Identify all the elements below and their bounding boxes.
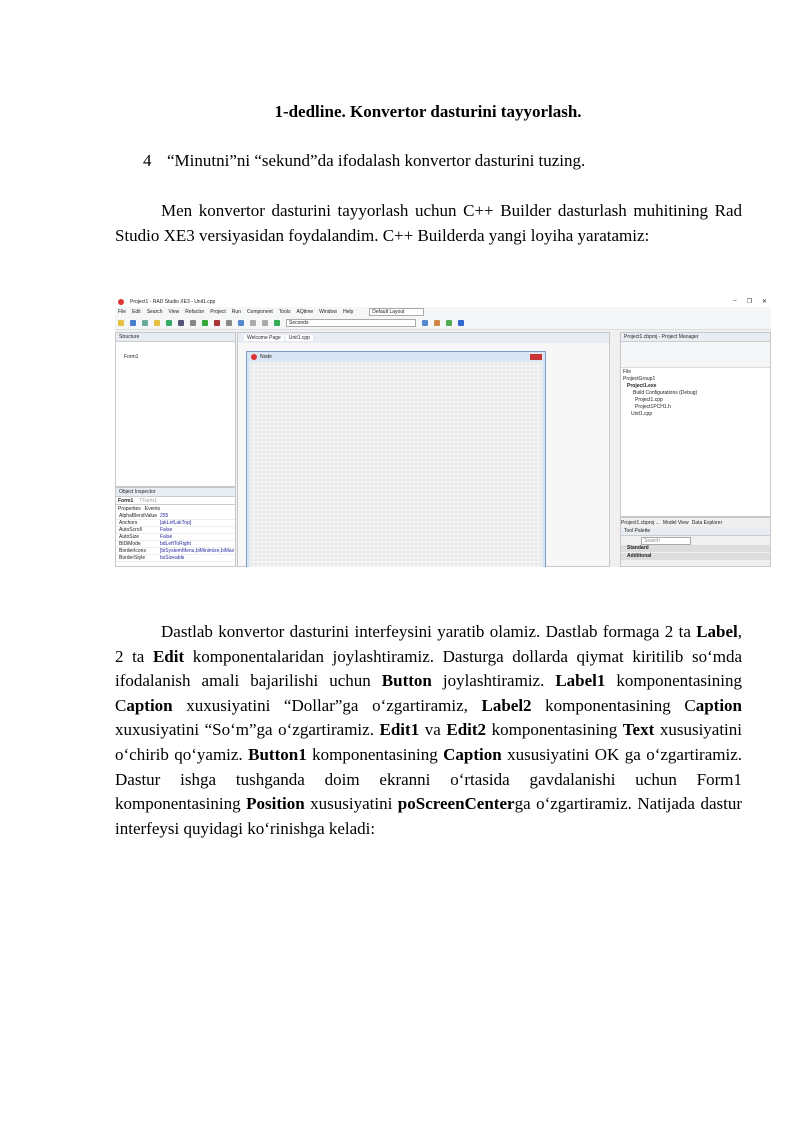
- tab-unit1-cpp[interactable]: Unit1.cpp: [286, 335, 313, 341]
- text-run: xuxusiyatini “So‘m”ga o‘zgartiramiz.: [115, 720, 380, 740]
- palette-title: Tool Palette: [621, 527, 770, 536]
- bold-term: aption: [126, 695, 173, 715]
- editor-area: [237, 332, 610, 567]
- ide-title-bar: [115, 297, 771, 307]
- property-name: AutoSize: [119, 534, 140, 540]
- ide-toolbar: [115, 317, 771, 330]
- menu-file[interactable]: File: [118, 309, 127, 315]
- property-name: AutoScroll: [119, 527, 142, 533]
- pm-title: Project1.cbproj - Project Manager: [621, 333, 770, 342]
- project-tree-item[interactable]: Project1.cpp: [635, 396, 663, 403]
- property-value[interactable]: [akLeft,akTop]: [160, 520, 192, 526]
- inspector-tab-events[interactable]: Events: [144, 506, 161, 512]
- task-number: 4: [143, 151, 152, 170]
- menu-component[interactable]: Component: [246, 309, 273, 315]
- bold-term: aption: [695, 695, 742, 715]
- bold-term: poScreenCenter: [397, 794, 515, 814]
- project-tree-item[interactable]: Build Configurations (Debug): [633, 389, 698, 396]
- menu-refactor[interactable]: Refactor: [185, 309, 205, 315]
- bold-term: Label1: [555, 671, 606, 691]
- pause-icon[interactable]: [226, 320, 232, 326]
- property-row[interactable]: [116, 513, 235, 520]
- property-row[interactable]: [116, 527, 235, 534]
- run-icon[interactable]: [202, 320, 208, 326]
- property-grid: [116, 513, 235, 562]
- text-run: ga o‘zgartiramiz. Natijada dastur interfeysi quyidagi ko‘rinishga keladi:: [115, 794, 743, 838]
- menu-tools[interactable]: Tools: [278, 309, 291, 315]
- project-tree-item[interactable]: File: [623, 368, 632, 375]
- menu-search[interactable]: Search: [146, 309, 163, 315]
- palette-group-standard[interactable]: Standard: [621, 545, 770, 552]
- text-run: va: [419, 720, 447, 740]
- inspector-title: Object Inspector: [116, 488, 235, 497]
- form-close-icon[interactable]: [530, 354, 542, 360]
- bold-term: Caption: [443, 744, 502, 764]
- palette-group-additional[interactable]: Additional: [621, 553, 770, 560]
- inspector-object[interactable]: Form1: [118, 497, 134, 504]
- structure-title: Structure: [116, 333, 235, 342]
- menu-edit[interactable]: Edit: [132, 309, 141, 315]
- text-run: komponentalaridan joylashtiramiz. Dasturga dollarda qiymat kiritilib so‘mda ifodalanish amali bajarilishi uchun: [115, 646, 742, 691]
- intro-paragraph: [115, 199, 742, 248]
- text-run: Men konvertor dasturini tayyorlash uchun C++ Builder dasturlash muhitining Rad Studio XE3 versiyasidan foydalandim. C++ Builderda yangi loyiha yaratamiz:: [115, 201, 742, 245]
- property-value[interactable]: False: [160, 534, 173, 540]
- property-value[interactable]: False: [160, 527, 173, 533]
- close-icon[interactable]: ✕: [761, 299, 767, 305]
- inspector-object-type: TForm1: [139, 497, 157, 504]
- form-designer[interactable]: [246, 351, 546, 567]
- palette-search[interactable]: Search: [641, 537, 691, 545]
- bold-term: Position: [246, 794, 305, 814]
- bold-term: Button1: [248, 744, 307, 764]
- project-tree: [621, 368, 770, 417]
- property-row[interactable]: [116, 534, 235, 541]
- text-run: , 2 ta: [115, 622, 742, 666]
- menu-window[interactable]: Window: [319, 309, 337, 315]
- text-run: komponentasining C: [115, 671, 742, 715]
- project-tree-item[interactable]: Unit1.cpp: [631, 410, 653, 417]
- bold-term: Edit2: [446, 720, 487, 740]
- property-row[interactable]: [116, 520, 235, 527]
- property-name: BorderIcons: [119, 548, 146, 554]
- property-row[interactable]: [116, 541, 235, 548]
- rad-studio-screenshot: [115, 297, 771, 567]
- restore-icon[interactable]: ❐: [746, 299, 752, 305]
- seconds-combo[interactable]: Seconds: [286, 319, 416, 327]
- form-caption: Node: [260, 353, 272, 360]
- property-value[interactable]: 255: [160, 513, 169, 519]
- text-run: komponentasining: [306, 744, 444, 764]
- bottom-tab[interactable]: Project1.cbproj ...: [621, 519, 660, 526]
- form-grid[interactable]: [250, 362, 542, 567]
- property-name: Anchors: [119, 520, 138, 526]
- layout-combo[interactable]: Default Layout: [369, 308, 424, 316]
- text-run: komponentasining: [486, 720, 623, 740]
- text-run: xususiyatini o‘chirib qo‘yamiz.: [115, 720, 743, 764]
- tab-welcome-page[interactable]: Welcome Page: [244, 335, 284, 341]
- structure-item-form1[interactable]: Form1: [124, 354, 139, 360]
- property-name: BorderStyle: [119, 555, 146, 561]
- bold-term: Edit: [152, 646, 185, 666]
- bottom-tab[interactable]: Model View: [662, 519, 689, 526]
- property-value[interactable]: bsSizeable: [160, 555, 185, 561]
- project-tree-item[interactable]: Project1.exe: [627, 382, 657, 389]
- document-title: 1-dedline. Konvertor dasturini tayyorlash.: [274, 102, 582, 121]
- inspector-tab-properties[interactable]: Properties: [118, 506, 141, 512]
- ide-menu-bar: [115, 307, 771, 317]
- project-tree-item[interactable]: ProjectGroup1: [623, 375, 656, 382]
- text-run: Dastlab konvertor dasturini interfeysini yaratib olamiz. Dastlab formaga 2 ta: [161, 622, 697, 641]
- menu-view[interactable]: View: [168, 309, 180, 315]
- bold-term: Edit1: [379, 720, 420, 740]
- task-text: “Minutni”ni “sekund”da ifodalash konvertor dasturini tuzing.: [167, 151, 586, 170]
- project-manager: [620, 332, 771, 517]
- menu-help[interactable]: Help: [342, 309, 354, 315]
- property-row[interactable]: [116, 548, 235, 555]
- tool-palette: [620, 517, 771, 567]
- object-inspector: [115, 487, 236, 567]
- bold-term: Label2: [481, 695, 532, 715]
- text-run: joylashtiramiz.: [431, 671, 556, 691]
- task-item: [143, 151, 585, 171]
- menu-run[interactable]: Run: [231, 309, 241, 315]
- minimize-icon[interactable]: –: [733, 298, 737, 304]
- rad-studio-logo-icon: [118, 299, 124, 305]
- text-run: xususiyatini: [304, 794, 398, 814]
- property-row[interactable]: [116, 555, 235, 562]
- text-run: xususiyatini OK ga o‘zgartiramiz. Dastur ishga tushganda doim ekranni o‘rtasida gavdalanishi uchun Form1 komponentasining: [115, 744, 743, 814]
- text-run: komponentasining C: [531, 695, 696, 715]
- menu-project[interactable]: Project: [210, 309, 226, 315]
- property-name: BiDiMode: [119, 541, 141, 547]
- ide-window-title: Project1 - RAD Studio XE3 - Unit1.cpp: [130, 299, 216, 305]
- bold-term: Label: [696, 622, 738, 641]
- text-run: xuxusiyatini “Dollar”ga o‘zgartiramiz,: [172, 695, 482, 715]
- property-value[interactable]: bdLeftToRight: [160, 541, 191, 547]
- property-value[interactable]: [biSystemMenu,biMinimize,biMax: [160, 548, 235, 554]
- menu-aqtime[interactable]: AQtime: [296, 309, 314, 315]
- bold-term: Button: [381, 671, 432, 691]
- structure-panel: [115, 332, 236, 487]
- bottom-tab[interactable]: Data Explorer: [691, 519, 723, 526]
- bold-term: Text: [622, 720, 655, 740]
- property-name: AlphaBlendValue: [119, 513, 157, 519]
- interface-paragraph: [115, 620, 742, 841]
- project-tree-item[interactable]: Project1PCH1.h: [635, 403, 671, 410]
